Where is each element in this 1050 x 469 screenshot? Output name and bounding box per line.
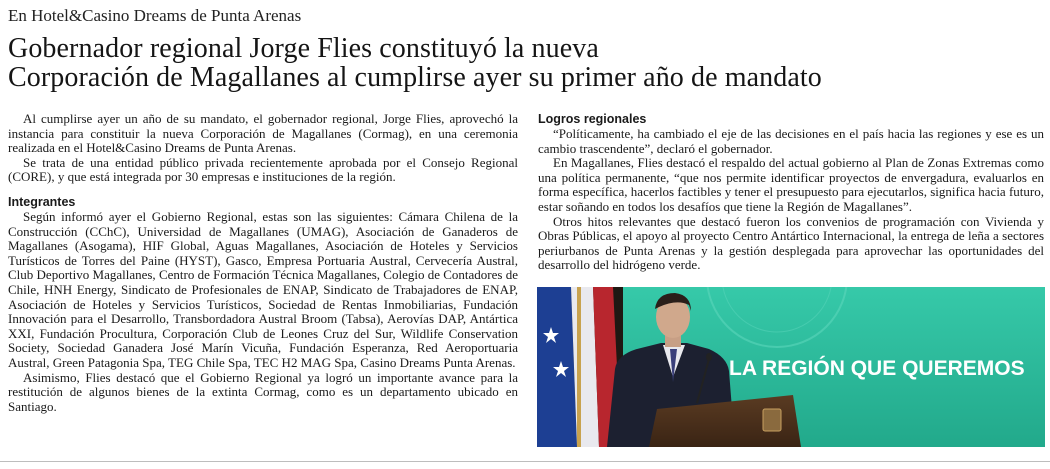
spacer xyxy=(8,185,518,195)
paragraph-restitution: Asimismo, Flies destacó que el Gobierno Regional ya logró un importante avance para la restitución de algunos bienes de la extinta Cormag, como es un departamento ubicado en Santiago. xyxy=(8,369,518,414)
paragraph-zonas-extremas: En Magallanes, Flies destacó el respaldo del actual gobierno al Plan de Zonas Extremas como una política permanente, “que nos permite identificar proyectos de envergadura, evaluarlos en forma específica, hacerlos factibles y tener el presupuesto para ejecutarlos, significa hacia futuro, estar soñando en todos los desafíos que tiene la Región de Magallanes”. xyxy=(538,155,1044,214)
paragraph-core: Se trata de una entidad público privada recientemente aprobada por el Consejo Regional (CORE), y que está integrada por 30 empresas e instituciones de la región. xyxy=(8,154,518,185)
right-column xyxy=(538,112,1044,273)
headline-line-1: Gobernador regional Jorge Flies constituyó la nueva xyxy=(8,33,599,64)
subhead-integrantes: Integrantes xyxy=(8,194,76,209)
photo-illustration xyxy=(537,287,1045,447)
paragraph-quote: “Políticamente, ha cambiado el eje de las decisiones en el país hacia las regiones y ese es un cambio trascendente”, declaró el gobernador. xyxy=(538,126,1044,156)
paragraph-hitos: Otros hitos relevantes que destacó fueron los convenios de programación con Vivienda y Obras Públicas, el apoyo al proyecto Centro Antártico Internacional, la entrega de leña a sectores periurbanos de Punta Arenas y la gestión desplegada para aprovechar las oportunidades del desarrollo del hidrógeno verde. xyxy=(538,213,1044,273)
bottom-divider xyxy=(0,461,1050,462)
headline-line-2: Corporación de Magallanes al cumplirse ayer su primer año de mandato xyxy=(8,62,822,93)
paragraph-intro: Al cumplirse ayer un año de su mandato, el gobernador regional, Jorge Flies, aprovechó la instancia para constituir la nueva Corporación de Magallanes (Cormag), en una ceremonia realizada en el Hotel&Casino Dreams de Punta Arenas. xyxy=(8,111,518,156)
flag-pole xyxy=(577,287,581,447)
article-kicker: En Hotel&Casino Dreams de Punta Arenas xyxy=(8,6,302,25)
left-column xyxy=(8,112,518,414)
screen-banner-text: LA REGIÓN QUE QUEREMOS xyxy=(729,357,1025,380)
paragraph-members: Según informó ayer el Gobierno Regional, estas son las siguientes: Cámara Chilena de la Construcción (CChC), Universidad de Magallanes (UMAG), Asociación de Ganaderos de Magallanes (Asogama), HIF Global, Aguas Magallanes, Asociación de Hoteles y Servicios Turísticos de Torres del Paine (HYST), Gasco, Empresa Portuaria Austral, Cervecería Austral, Club Deportivo Magallanes, Centro de Formación Técnica Magallanes, Colegio de Contadores de Chile, HNH Energy, Sindicato de Profesionales de ENAP, Sindicato de Trabajadores de ENAP, Asociación de Hoteles y Servicios Turísticos, Sociedad de Rentas Inmobiliarias, Fundación Innovación para el Desarrollo, Transbordadora Austral Broom (Tabsa), Aerovías DAP, Antártica XXI, Fundación Procultura, Corporación Club de Leones Cruz del Sur, Wildlife Conservation Society, Sociedad Ganadera José Marín Vicuña, Fundación Esperanza, Red Aeroportuaria Austral, Green Patagonia Spa, TEG Chile Spa, TEC H2 MAG Spa, Casino Dreams Punta Arenas. xyxy=(8,208,518,370)
subhead-logros: Logros regionales xyxy=(538,112,647,126)
article-headline xyxy=(8,34,1038,92)
event-photo xyxy=(537,287,1045,447)
